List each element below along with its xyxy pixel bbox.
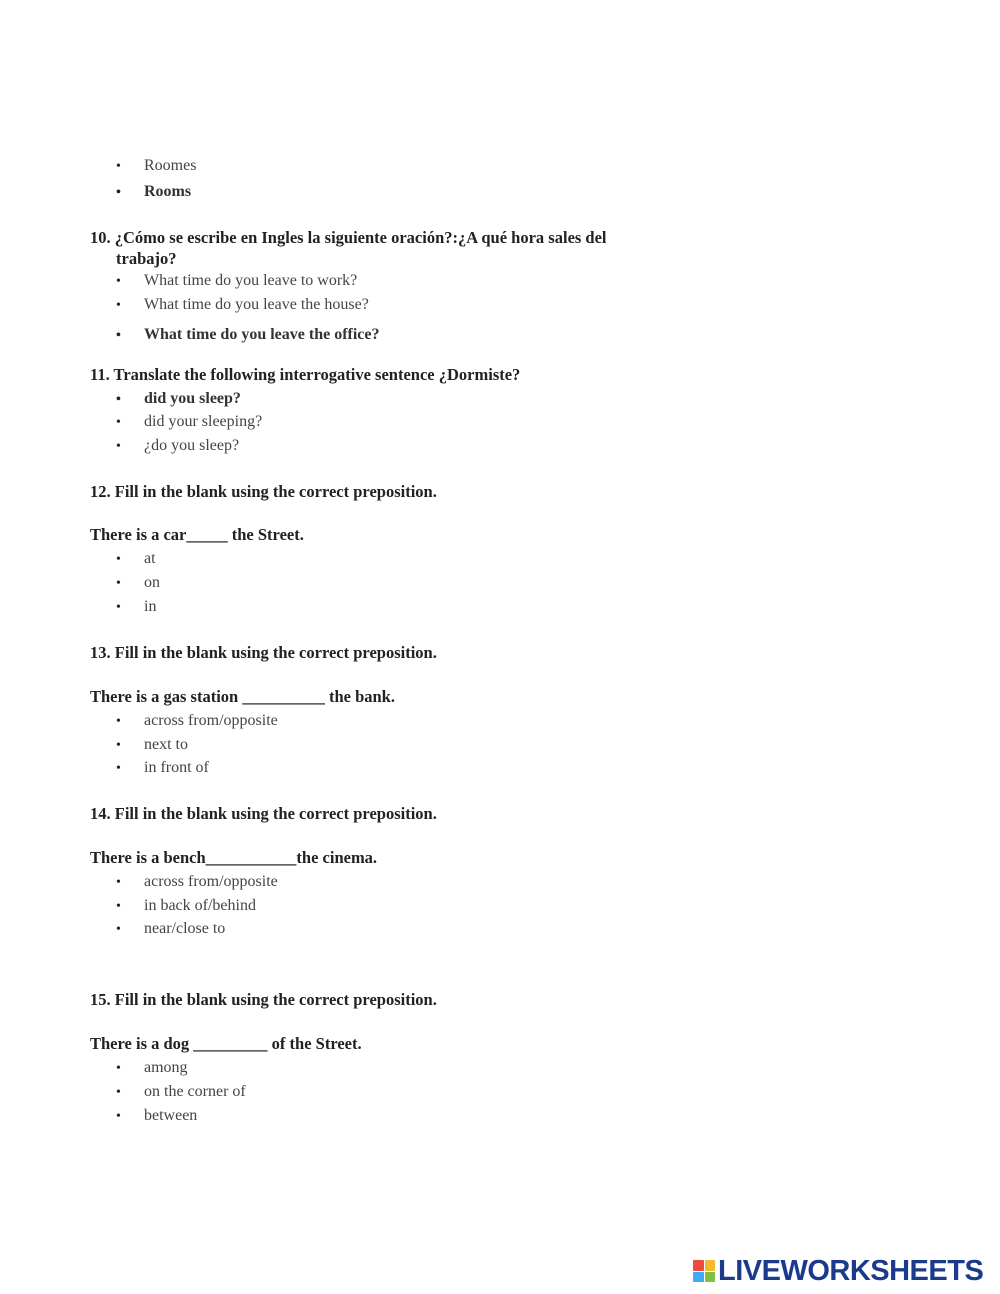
bullet-icon: • <box>116 185 121 200</box>
bullet-icon: • <box>116 439 121 454</box>
bullet-icon: • <box>116 600 121 615</box>
logo-square-icon <box>705 1272 716 1283</box>
q12-sentence: There is a car_____ the Street. <box>90 525 304 544</box>
bullet-icon: • <box>116 576 121 591</box>
q13-title: 13. Fill in the blank using the correct preposition. <box>90 643 437 662</box>
q12-option-3[interactable]: • in <box>116 596 156 618</box>
q15-option-3[interactable]: • between <box>116 1105 197 1127</box>
bullet-icon: • <box>116 922 121 937</box>
logo-square-icon <box>693 1260 704 1271</box>
q11-option-1[interactable]: • did you sleep? <box>116 388 241 410</box>
bullet-icon: • <box>116 738 121 753</box>
bullet-icon: • <box>116 392 121 407</box>
q11-title: 11. Translate the following interrogative sentence ¿Dormiste? <box>90 365 521 384</box>
bullet-icon: • <box>116 415 121 430</box>
q13-sentence: There is a gas station __________ the bank. <box>90 687 395 706</box>
liveworksheets-logo[interactable] <box>693 1256 983 1286</box>
q12-option-1[interactable]: • at <box>116 548 156 570</box>
q15-option-1[interactable]: • among <box>116 1057 188 1079</box>
q12-title: 12. Fill in the blank using the correct preposition. <box>90 482 437 501</box>
q15-option-2[interactable]: • on the corner of <box>116 1081 246 1103</box>
q10-title: 10. ¿Cómo se escribe en Ingles la siguiente oración?:¿A qué hora sales del <box>90 228 607 247</box>
bullet-icon: • <box>116 552 121 567</box>
q9-option-2[interactable]: • Rooms <box>116 181 191 203</box>
bullet-icon: • <box>116 875 121 890</box>
q10-title-cont: trabajo? <box>116 249 177 268</box>
q10-option-3[interactable]: • What time do you leave the office? <box>116 324 380 346</box>
bullet-icon: • <box>116 761 121 776</box>
liveworksheets-logo-icon <box>693 1260 715 1282</box>
q13-option-2[interactable]: • next to <box>116 734 188 756</box>
q9-option-1[interactable]: • Roomes <box>116 155 196 177</box>
q15-sentence: There is a dog _________ of the Street. <box>90 1034 362 1053</box>
bullet-icon: • <box>116 274 121 289</box>
q13-option-3[interactable]: • in front of <box>116 757 209 779</box>
q10-option-2[interactable]: • What time do you leave the house? <box>116 294 369 316</box>
q14-option-3[interactable]: • near/close to <box>116 918 225 940</box>
q14-sentence: There is a bench___________the cinema. <box>90 848 378 867</box>
logo-square-icon <box>693 1272 704 1283</box>
bullet-icon: • <box>116 159 121 174</box>
bullet-icon: • <box>116 1061 121 1076</box>
q11-option-3[interactable]: • ¿do you sleep? <box>116 435 239 457</box>
bullet-icon: • <box>116 1085 121 1100</box>
q14-option-1[interactable]: • across from/opposite <box>116 871 278 893</box>
q11-option-2[interactable]: • did your sleeping? <box>116 411 262 433</box>
bullet-icon: • <box>116 298 121 313</box>
bullet-icon: • <box>116 328 121 343</box>
q14-title: 14. Fill in the blank using the correct preposition. <box>90 804 437 823</box>
q13-option-1[interactable]: • across from/opposite <box>116 710 278 732</box>
q14-option-2[interactable]: • in back of/behind <box>116 895 256 917</box>
q10-option-1[interactable]: • What time do you leave to work? <box>116 270 357 292</box>
q12-option-2[interactable]: • on <box>116 572 160 594</box>
bullet-icon: • <box>116 899 121 914</box>
q15-title: 15. Fill in the blank using the correct preposition. <box>90 990 437 1009</box>
bullet-icon: • <box>116 1109 121 1124</box>
bullet-icon: • <box>116 714 121 729</box>
logo-square-icon <box>705 1260 716 1271</box>
logo-text: LIVEWORKSHEETS <box>718 1255 984 1287</box>
